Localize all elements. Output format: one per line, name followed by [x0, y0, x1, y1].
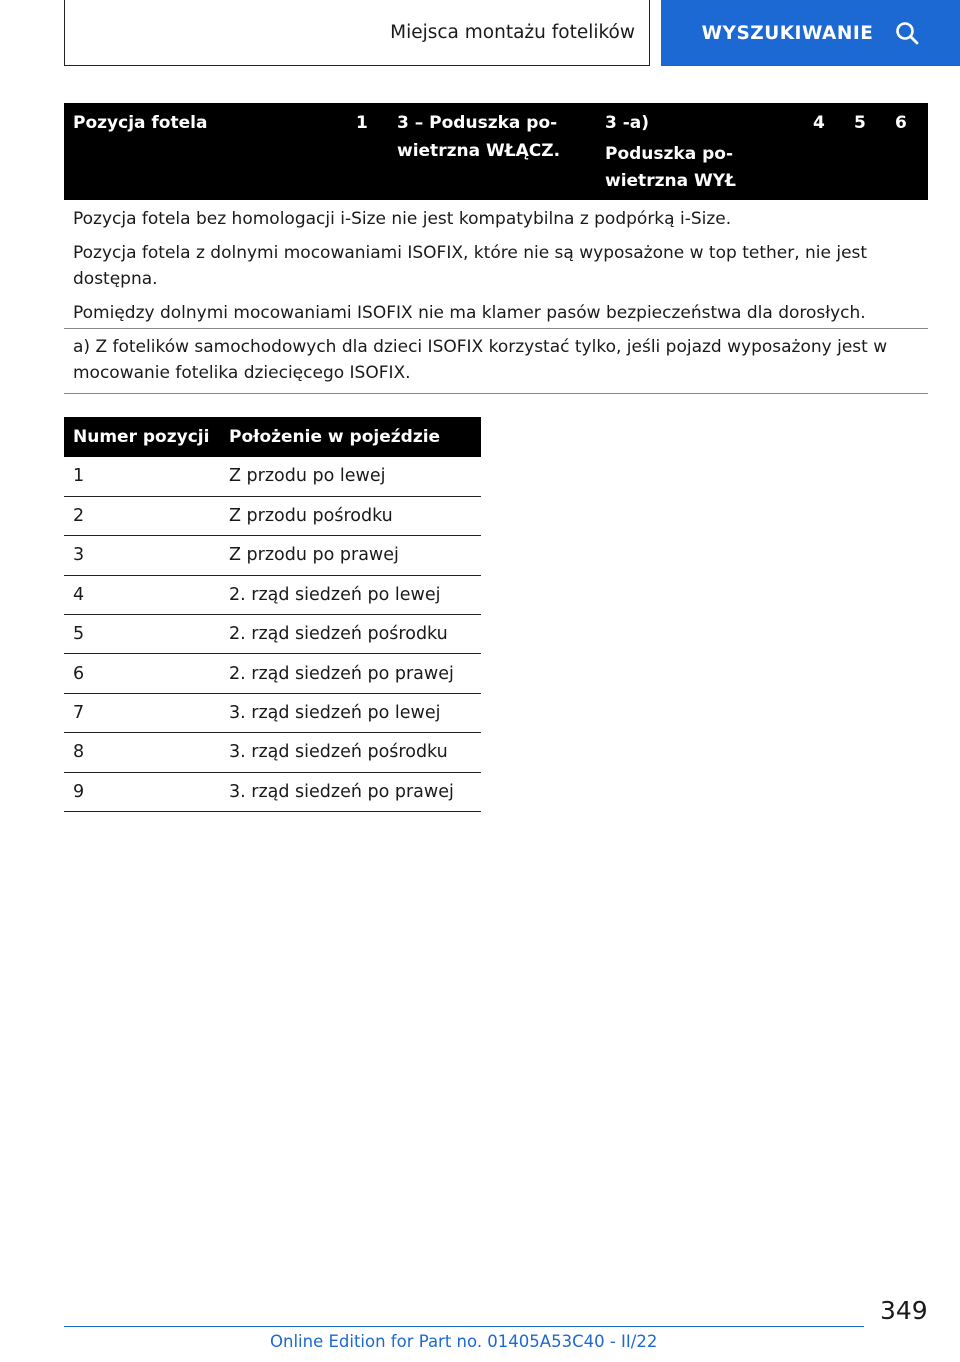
header-col-3a: 3 -a)	[605, 113, 650, 133]
table-row	[64, 733, 481, 772]
column-header-location: Położenie w pojeździe	[220, 417, 481, 457]
seat-table-header	[64, 103, 928, 200]
position-number-table	[64, 417, 481, 812]
position-location: 3. rząd siedzeń po lewej	[220, 693, 481, 732]
table-row	[64, 457, 481, 496]
position-location: 2. rząd siedzeń po prawej	[220, 654, 481, 693]
header-col-3a-airbag-off-line2: wietrzna WYŁ	[605, 171, 736, 191]
position-location: Z przodu pośrodku	[220, 496, 481, 535]
position-location: 3. rząd siedzeń pośrodku	[220, 733, 481, 772]
position-number: 5	[64, 615, 220, 654]
position-number: 1	[64, 457, 220, 496]
table-row	[64, 536, 481, 575]
divider	[64, 393, 928, 394]
header-col-5: 5	[854, 113, 866, 133]
search-button[interactable]	[661, 0, 960, 66]
header-col-3-airbag-on-line2: wietrzna WŁĄCZ.	[397, 141, 561, 161]
section-header	[64, 0, 650, 66]
header-col-4: 4	[813, 113, 825, 133]
position-number: 9	[64, 772, 220, 811]
footer-divider	[64, 1326, 864, 1327]
position-location: Z przodu po lewej	[220, 457, 481, 496]
search-label: WYSZUKIWANIE	[701, 22, 874, 44]
position-number: 7	[64, 693, 220, 732]
section-title: Miejsca montażu fotelików	[390, 22, 635, 43]
search-icon	[895, 21, 919, 45]
header-seat-position: Pozycja fotela	[73, 113, 208, 133]
table-row	[64, 693, 481, 732]
position-location: 2. rząd siedzeń po lewej	[220, 575, 481, 614]
header-col-1: 1	[356, 113, 368, 133]
note-belt-buckles: Pomiędzy dolnymi mocowaniami ISOFIX nie ma klamer pasów bezpieczeństwa dla dorosłych.	[73, 303, 866, 323]
position-number: 6	[64, 654, 220, 693]
table-row	[64, 654, 481, 693]
position-number: 3	[64, 536, 220, 575]
footnote: a) Z fotelików samochodowych dla dzieci ISOFIX korzystać tylko, jeśli pojazd wyposażony jest w mocowanie fotelika dziecięcego ISOFIX.	[73, 337, 888, 383]
note-top-tether: Pozycja fotela z dolnymi mocowaniami ISOFIX, które nie są wyposażone w top tether, nie jest dostępna.	[73, 243, 868, 289]
table-row	[64, 575, 481, 614]
page-number: 349	[880, 1296, 928, 1325]
position-location: 3. rząd siedzeń po prawej	[220, 772, 481, 811]
position-location: Z przodu po prawej	[220, 536, 481, 575]
position-location: 2. rząd siedzeń pośrodku	[220, 615, 481, 654]
table-row	[64, 772, 481, 811]
position-number: 2	[64, 496, 220, 535]
table-row	[64, 496, 481, 535]
header-col-6: 6	[895, 113, 907, 133]
divider	[64, 328, 928, 329]
column-header-position-number: Numer pozycji	[64, 417, 220, 457]
table-row	[64, 615, 481, 654]
table-header-row	[64, 417, 481, 457]
header-col-3-airbag-on-line1: 3 – Poduszka po-	[397, 113, 558, 133]
position-number: 8	[64, 733, 220, 772]
seat-table-notes	[64, 200, 928, 326]
note-isize: Pozycja fotela bez homologacji i-Size nie jest kompatybilna z podpórką i-Size.	[73, 209, 732, 229]
header-col-3a-airbag-off-line1: Poduszka po-	[605, 144, 734, 164]
edition-link[interactable]: Online Edition for Part no. 01405A53C40 - II/22	[270, 1332, 658, 1351]
seat-position-table	[64, 103, 928, 334]
position-number: 4	[64, 575, 220, 614]
